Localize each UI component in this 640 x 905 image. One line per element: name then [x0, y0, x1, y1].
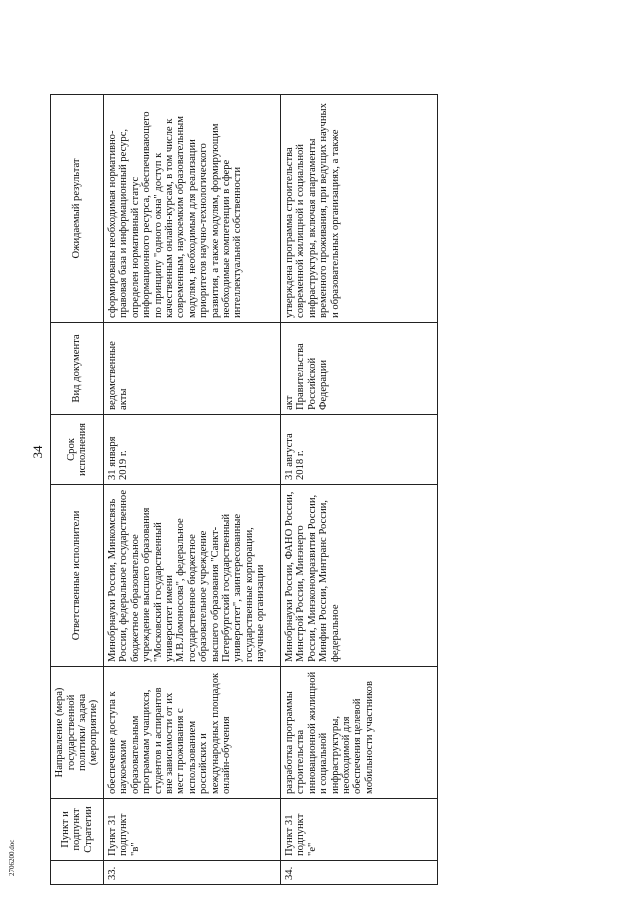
row-measure: обеспечение доступа к наукоемким образовательным программам учащихся, студентов и аспирантов вне зависимости от их мест проживания с использованием российских и международных площадок онлайн-обучения — [104, 667, 281, 799]
row-result: утверждена программа строительства современной жилищной и социальной инфраструктуры, включая апартаменты временного проживания, при ведущих научных и образовательных организациях, а также — [281, 95, 438, 323]
header-num — [51, 861, 104, 885]
table-row — [104, 95, 281, 885]
row-executors: Минобрнауки России, ФАНО России, Минстрой России, Минэнерго России, Минэкономразвития России, Минфин России, Минтранс России, федеральное — [281, 485, 438, 667]
row-number: 34. — [281, 861, 438, 885]
row-measure: разработка программы строительства инновационной жилищной и социальной инфраструктуры, необходимой для обеспечения целевой мобильности участников — [281, 667, 438, 799]
row-clause: Пункт 31 подпункт "в" — [104, 799, 281, 861]
footer-doc-code: 2706200.doc — [8, 839, 16, 876]
row-result: сформированы необходимая нормативно-правовая база и информационный ресурс, определен нормативный статус информационного ресурса, обеспечивающего по принципу "одного окна" доступ к качественным онлайн-курсам, в том числе к современным, наукоемким образовательным модулям, необходимым для реализации приоритетов научно-технологического развития, а также модулям, формирующим необходимые компетенции в сфере интеллектуальной собственности — [104, 95, 281, 323]
header-doc-type: Вид документа — [51, 323, 104, 415]
strategy-measures-table — [50, 94, 438, 885]
row-clause: Пункт 31 подпункт "е" — [281, 799, 438, 861]
header-result: Ожидаемый результат — [51, 95, 104, 323]
table-header-row — [51, 95, 104, 885]
row-doc-type: ведомственные акты — [104, 323, 281, 415]
row-deadline: 31 января 2019 г. — [104, 415, 281, 485]
row-deadline: 31 августа 2018 г. — [281, 415, 438, 485]
header-measure: Направление (мера) государственной политики/ задача (мероприятие) — [51, 667, 104, 799]
rotated-table-container — [50, 95, 610, 885]
page-number: 34 — [30, 445, 45, 459]
header-deadline: Срок исполнения — [51, 415, 104, 485]
row-executors: Минобрнауки России, Минкомсвязь России, федеральное государственное бюджетное образовательное учреждение высшего образования "Московский государственный университет имени М.В.Ломоносова", федеральное государственное бюджетное образовательное учреждение высшего образования "Санкт-Петербургский государственный университет", заинтересованные государственные корпорации, научные организации — [104, 485, 281, 667]
header-clause: Пункт и подпункт Стратегии — [51, 799, 104, 861]
table-row — [281, 95, 438, 885]
row-number: 33. — [104, 861, 281, 885]
row-doc-type: акт Правительства Российской Федерации — [281, 323, 438, 415]
header-executors: Ответственные исполнители — [51, 485, 104, 667]
